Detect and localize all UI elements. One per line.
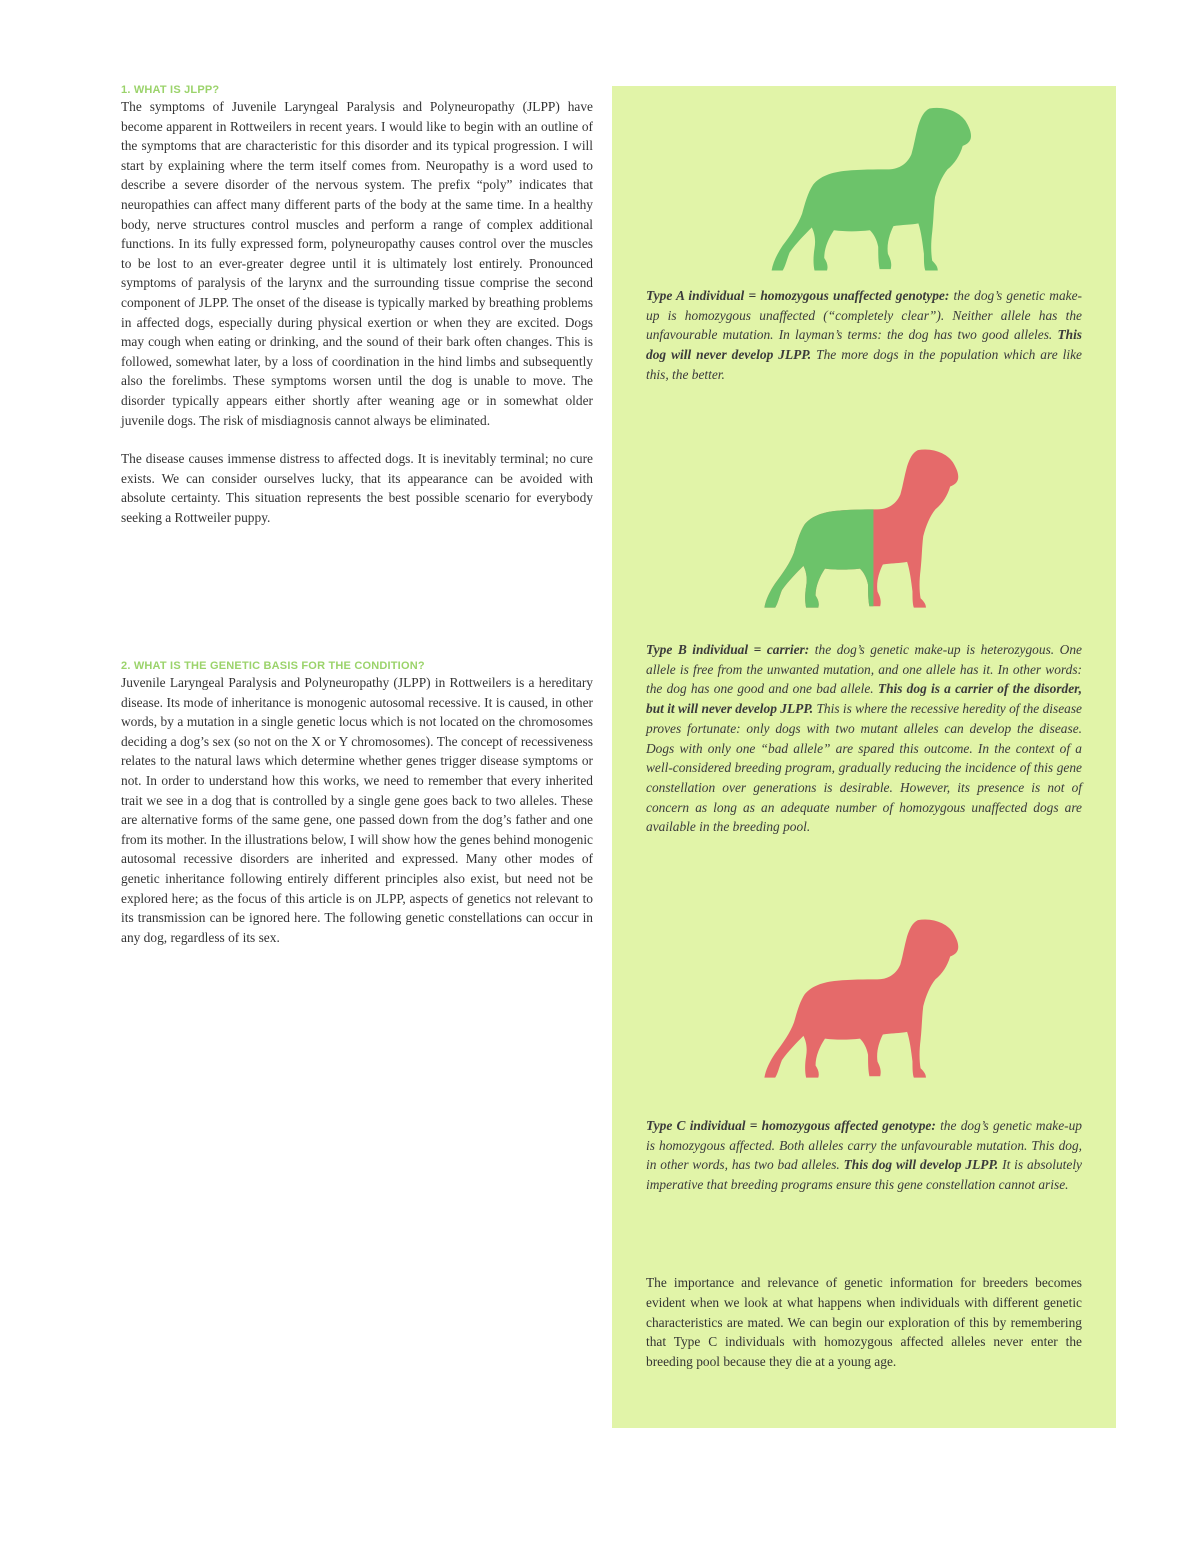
type-b-bold: This dog is a carrier of the disorder, but it will never develop JLPP. xyxy=(646,681,1083,717)
section-2 xyxy=(121,660,593,947)
section-1-paragraph-2: The disease causes immense distress to affected dogs. It is inevitably terminal; no cure exists. We can consider ourselves lucky, that its appearance can be avoided with absolute certainty. This situation represents the best possible scenario for everybody seeking a Rottweiler puppy. xyxy=(121,451,593,525)
type-c-dog-illustration xyxy=(752,908,972,1083)
type-c-text-1: the dog’s genetic make-up is homozygous affected. Both alleles carry the unfavourable mutation. This dog, in other words, has two bad alleles. xyxy=(646,1118,1082,1173)
section-1-paragraph-1: The symptoms of Juvenile Laryngeal Paralysis and Polyneuropathy (JLPP) have become apparent in Rottweilers in recent years. I would like to begin with an outline of the symptoms that are characteristic for this disorder and its typical progression. I will start by explaining where the term itself comes from. Neuropathy is a word used to describe a severe disorder of the nervous system. The prefix “poly” indicates that neuropathies can affect many different parts of the body at the same time. In a healthy body, nerve structures control muscles and perform a range of complex additional functions. In its fully expressed form, polyneuropathy causes control over the muscles to be lost to an ever-greater degree until it is ultimately lost entirely. Pronounced symptoms of paralysis of the larynx and the surrounding tissue comprise the second component of JLPP. The onset of the disease is typically marked by breathing problems in affected dogs, especially during physical exertion or when they are excited. Dogs may cough when eating or drinking, and the sound of their bark often changes. This is followed, somewhat later, by a loss of coordination in the hind limbs and subsequently also the forelimbs. These symptoms worsen until the dog is unable to move. The disorder typically appears either shortly after weaning age or in somewhat older juvenile dogs. The risk of misdiagnosis cannot always be eliminated. xyxy=(121,99,593,428)
genotype-panel xyxy=(612,86,1116,1428)
type-b-text-1: the dog’s genetic make-up is heterozygous. One allele is free from the unwanted mutation, and one allele has it. In other words: the dog has one good and one bad allele. xyxy=(646,642,1082,697)
section-2-paragraph: Juvenile Laryngeal Paralysis and Polyneuropathy (JLPP) in Rottweilers is a hereditary disease. Its mode of inheritance is monogenic autosomal recessive. It is caused, in other words, by a mutation in a single genetic locus which is not located on the chromosomes deciding a dog’s sex (so not on the X or Y chromosomes). The concept of recessiveness relates to the natural laws which determine whether genes trigger disease symptoms or not. In order to understand how this works, we need to remember that every inherited trait we see in a dog that is controlled by a single gene goes back to two alleles. These are alternative forms of the same gene, one passed down from the dog’s father and one from its mother. In the illustrations below, I will show how the genes behind monogenic autosomal recessive disorders are inherited and expressed. Many other modes of genetic inheritance following entirely different principles also exist, but need not be explored here; as the focus of this article is on JLPP, aspects of genetics not relevant to its transmission can be ignored here. The following genetic constellations can occur in any dog, regardless of its sex. xyxy=(121,675,593,945)
type-c-caption xyxy=(646,1116,1082,1195)
section-1 xyxy=(121,84,593,527)
type-c-bold: This dog will develop JLPP. xyxy=(843,1157,999,1173)
type-c-text-2: It is absolutely imperative that breeding programs ensure this gene constellation cannot arise. xyxy=(646,1157,1082,1193)
section-1-heading: 1. WHAT IS JLPP? xyxy=(121,84,220,96)
type-b-text-2: This is where the recessive heredity of the disease proves fortunate: only dogs with two mutant alleles can develop the disease. Dogs with only one “bad allele” are spared this outcome. In the context of a well-considered breeding program, gradually reducing the incidence of this gene constellation over generations is desirable. However, its presence is not of concern as long as an adequate number of homozygous unaffected dogs are available in the breeding pool. xyxy=(646,701,1082,835)
type-a-text-2: The more dogs in the population which are like this, the better. xyxy=(646,347,1082,382)
type-b-caption xyxy=(646,640,1082,837)
type-a-lead: Type A individual = homozygous unaffected genotype: xyxy=(646,288,950,303)
red-dog-body xyxy=(764,920,958,1078)
section-2-heading: 2. WHAT IS THE GENETIC BASIS FOR THE CONDITION? xyxy=(121,660,425,672)
type-b-dog-illustration xyxy=(752,438,972,613)
type-a-dog-illustration xyxy=(762,96,982,276)
type-a-bold: This dog will never develop JLPP. xyxy=(646,327,1082,363)
type-c-lead: Type C individual = homozygous affected genotype: xyxy=(646,1118,936,1133)
green-dog-body xyxy=(772,108,971,271)
closing-paragraph: The importance and relevance of genetic information for breeders becomes evident when we look at what happens when individuals with different genetic characteristics are mated. We can begin our exploration of this by remembering that Type C individuals with homozygous affected alleles never enter the breeding pool because they die at a young age. xyxy=(646,1275,1082,1370)
type-b-lead: Type B individual = carrier: xyxy=(646,642,810,657)
type-a-text-1: the dog’s genetic make-up is homozygous unaffected (“completely clear”). Neither allele has the unfavourable mutation. In layman’s terms: the dog has two good alleles. xyxy=(646,288,1083,343)
type-a-caption xyxy=(646,286,1082,385)
